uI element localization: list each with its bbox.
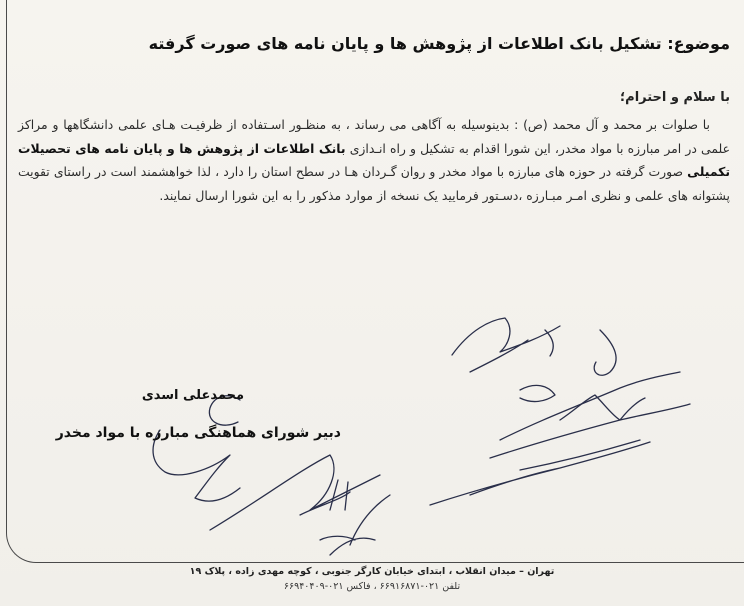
squiggle-a xyxy=(594,330,616,375)
body-text-part2: صورت گرفته در حوزه های مبارزه با مواد مخدر و روان گـردان هـا در سطح استان را دارد ، لذا خواهشمند است در راستای تقویت پشتوانه های علمی و نظری امـر مبـارزه ،دسـتور فرمایید یک نسخه از موارد مذکور را به این شورا ارسال نمایند. xyxy=(18,164,730,203)
date-stroke xyxy=(320,480,355,540)
signer-name: محمدعلی اسدی xyxy=(141,388,244,403)
handwritten-note-top xyxy=(452,318,560,372)
footer-phone: تلفن ۰۲۱-۶۶۹۱۶۸۷۱ ، فاکس ۰۲۱-۶۶۹۴۰۴۰۹ xyxy=(283,581,461,592)
handwritten-note-middle xyxy=(490,372,690,470)
footer-address: تهران – میدان انقلاب ، ابتدای خیابان کارگر جنوبی ، کوچه مهدی زاده ، پلاک ۱۹ xyxy=(189,566,555,577)
body-text-part1: با صلوات بر محمد و آل محمد (ص) : بدینوسیله به آگاهی می رساند ، به منظـور اسـتفاده از ظرفیـت هـای علمی دانشگاهها و مراکز علمی در امر مبارزه با مواد مخدر، این شورا اقدام به تشکیل و راه انـدازی xyxy=(18,117,730,156)
body-text-bold: بانک اطلاعات از پژوهش ها و پایان نامه های تحصیلات تکمیلی xyxy=(18,140,730,179)
letter-greeting: با سلام و احترام؛ xyxy=(619,90,730,105)
handwritten-note-lower xyxy=(430,442,650,505)
signature-main xyxy=(210,455,390,555)
signer-title: دبیر شورای هماهنگی مبارزه با مواد مخدر xyxy=(55,425,341,441)
letter-subject: موضوع: تشکیل بانک اطلاعات از پژوهش ها و پایان نامه های صورت گرفته xyxy=(148,34,730,53)
